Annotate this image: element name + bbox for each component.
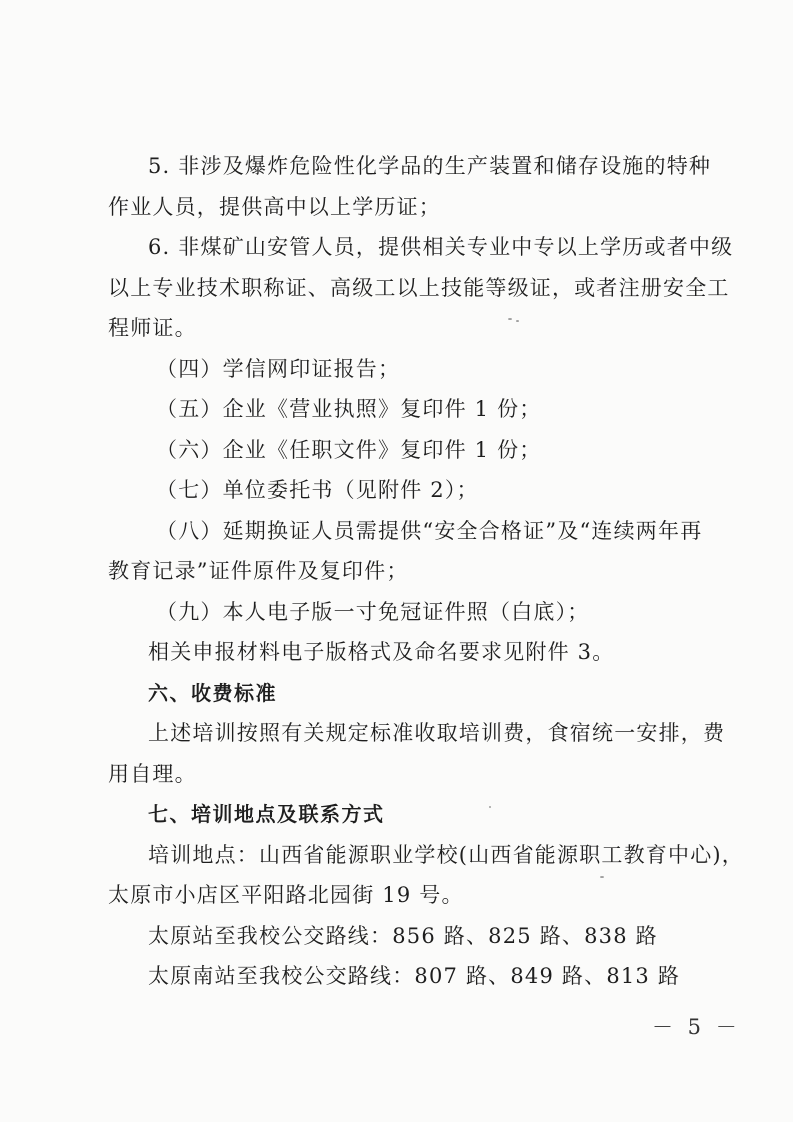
format-requirements-note: 相关申报材料电子版格式及命名要求见附件 3。 xyxy=(148,640,615,664)
scan-speck xyxy=(600,876,604,878)
training-location-line-1: 培训地点：山西省能源职业学校(山西省能源职工教育中心)， xyxy=(148,842,744,867)
training-location-line-2: 太原市小店区平阳路北园街 19 号。 xyxy=(108,883,464,907)
page-number: － 5 － xyxy=(652,1015,741,1039)
list-item-9-photo: （九）本人电子版一寸免冠证件照（白底）； xyxy=(156,599,590,624)
bus-route-taiyuan-south-station: 太原南站至我校公交路线：807 路、849 路、813 路 xyxy=(148,964,681,988)
list-item-8-line-1: （八）延期换证人员需提供“安全合格证”及“连续两年再 xyxy=(156,518,703,543)
document-body xyxy=(108,146,744,997)
scan-speck xyxy=(516,320,519,322)
bus-route-taiyuan-station: 太原站至我校公交路线：856 路、825 路、838 路 xyxy=(148,923,658,948)
list-item-6-line-2: 以上专业技术职称证、高级工以上技能等级证，或者注册安全工 xyxy=(108,275,730,300)
section-7-heading: 七、培训地点及联系方式 xyxy=(148,802,385,826)
list-item-5-line-1: 5. 非涉及爆炸危险性化学品的生产装置和储存设施的特种 xyxy=(148,154,712,178)
list-item-6-appointment: （六）企业《任职文件》复印件 1 份； xyxy=(156,437,542,462)
scan-speck xyxy=(489,806,491,808)
list-item-6-line-3: 程师证。 xyxy=(108,316,197,340)
list-item-5-line-2: 作业人员，提供高中以上学历证； xyxy=(108,194,441,219)
section-6-line-2: 用自理。 xyxy=(108,761,197,786)
list-item-5-license: （五）企业《营业执照》复印件 1 份； xyxy=(156,397,542,421)
list-item-7-authorization: （七）单位委托书（见附件 2）； xyxy=(156,478,479,502)
list-item-6-line-1: 6. 非煤矿山安管人员，提供相关专业中专以上学历或者中级 xyxy=(148,235,734,259)
section-6-heading: 六、收费标准 xyxy=(148,680,277,705)
scan-speck xyxy=(508,318,512,320)
list-item-8-line-2: 教育记录”证件原件及复印件； xyxy=(108,559,409,583)
list-item-4: （四）学信网印证报告； xyxy=(156,356,401,381)
section-6-line-1: 上述培训按照有关规定标准收取培训费，食宿统一安排，费 xyxy=(148,721,726,745)
